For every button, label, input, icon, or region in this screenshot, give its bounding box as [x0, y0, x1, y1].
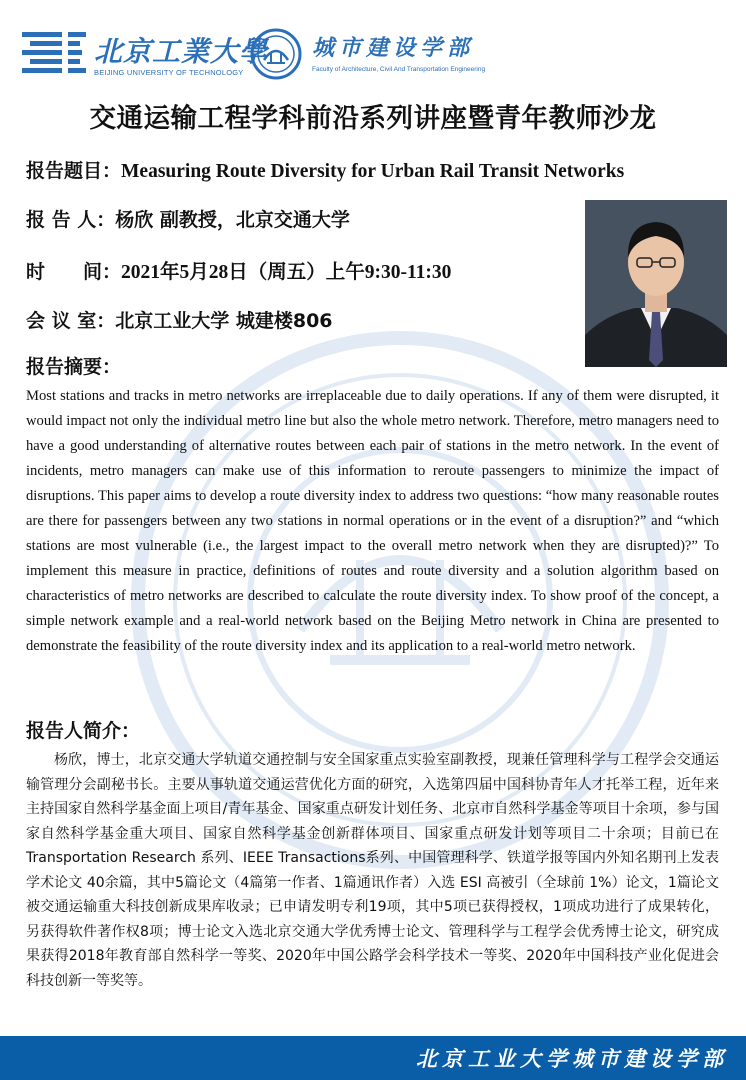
header [0, 0, 746, 88]
footer-bar [0, 1036, 746, 1080]
topic-row [26, 156, 624, 183]
abstract-heading: 报告摘要： [26, 356, 122, 378]
room-value: 北京工业大学 城建楼806 [115, 310, 333, 332]
room-label: 会 议 室： [26, 310, 116, 332]
department-name-en: Faculty of Architecture, Civil And Transportation Engineering [312, 66, 486, 73]
university-name-en: BEIJING UNIVERSITY OF TECHNOLOGY [94, 68, 244, 77]
speaker-label: 报 告 人： [26, 209, 116, 231]
time-value: 2021年5月28日（周五）上午9:30-11:30 [121, 262, 452, 283]
speaker-row [26, 205, 350, 232]
abstract-text: Most stations and tracks in metro networks are irreplaceable due to daily operations. If any of them were disrupted, it would impact not only the individual metro line but also the whole metro network. Therefore, metro managers need to have a good understanding of alternative routes between each pair of stations in the metro network. In the event of incidents, metro managers can make use of this information to reroute passengers to minimize the impact of disruptions. This paper aims to develop a route diversity index to address two questions: “how many reasonable routes are there for passengers between any two stations in normal operations or in the event of a disruption?” and “which stations are most vulnerable (i.e., the largest impact to the overall metro network when they are disrupted)?” To implement this measure in practice, definitions of routes and route diversity and a solution algorithm based on characteristics of metro networks are described to calculate the route diversity index. To show proof of the concept, a simple network example and a real-world network based on the Beijing Metro network in China are presented to demonstrate the feasibility of the route diversity index and its application to a real-world metro network. [26, 388, 719, 654]
speaker-photo [585, 200, 727, 367]
topic-label: 报告题目： [26, 160, 122, 182]
bio-text: 杨欣，博士，北京交通大学轨道交通控制与安全国家重点实验室副教授，现兼任管理科学与工程学会交通运输管理分会副秘书长。主要从事轨道交通运营优化方面的研究，入选第四届中国科协青年人才托举工程，近年来主持国家自然科学基金面上项目/青年基金、国家重点研发计划任务、北京市自然科学基金等项目十余项，参与国家自然科学基金重大项目、国家自然科学基金创新群体项目、国家重点研发计划等项目二十余项；目前已在Transportation Research 系列、IEEE Transactions系列、中国管理科学、铁道学报等国内外知名期刊上发表学术论文 40余篇，其中5篇论文（4篇第一作者、1篇通讯作者）入选 ESI 高被引（全球前 1%）论文，1篇论文被交通运输重大科技创新成果库收录；已申请发明专利19项，其中5项已获得授权，1项成功进行了成果转化，另获得软件著作权8项；博士论文入选北京交通大学优秀博士论文、管理科学与工程学会优秀博士论文，研究成果获得2018年教育部自然科学一等奖、2020年中国公路学会科学技术一等奖、2020年中国科技产业化促进会科技创新一等奖等。 [26, 752, 719, 989]
room-row [26, 306, 333, 333]
university-name: 北京工業大學 [94, 35, 269, 68]
time-row [26, 256, 451, 284]
bjut-logo-icon [22, 30, 86, 74]
department-seal-icon [250, 28, 302, 80]
page-title: 交通运输工程学科前沿系列讲座暨青年教师沙龙 [89, 103, 657, 134]
topic-value: Measuring Route Diversity for Urban Rail Transit Networks [121, 161, 625, 182]
bio-heading: 报告人简介： [26, 720, 141, 742]
speaker-value: 杨欣 副教授，北京交通大学 [115, 209, 350, 231]
time-label: 时 间： [26, 261, 122, 283]
speaker-portrait-icon [585, 200, 727, 367]
footer-text: 北京工业大学城市建设学部 [416, 1046, 728, 1071]
department-name: 城市建设学部 [312, 35, 475, 61]
